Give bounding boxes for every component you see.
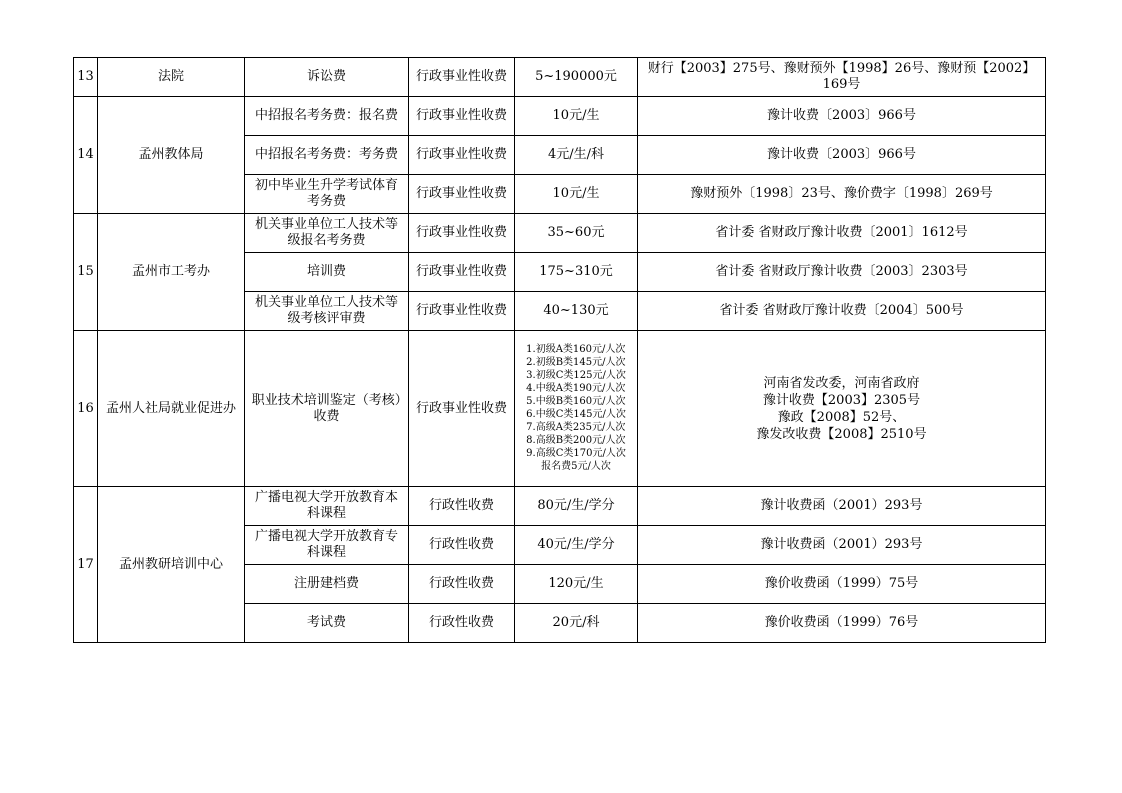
table-row [74, 487, 1046, 526]
fee-standard-cell: 35~60元 [515, 214, 638, 253]
basis-cell: 豫价收费函（1999）75号 [638, 565, 1046, 604]
fee-item-cell: 机关事业单位工人技术等级报名考务费 [245, 214, 409, 253]
standard-list-item: 5.中级B类160元/人次 [526, 396, 626, 407]
table-row [74, 97, 1046, 136]
fee-type-cell: 行政事业性收费 [409, 97, 515, 136]
fee-item-cell: 中招报名考务费：报名费 [245, 97, 409, 136]
row-number: 14 [74, 97, 98, 214]
row-number: 17 [74, 487, 98, 643]
row-number: 13 [74, 58, 98, 97]
fee-item-cell: 初中毕业生升学考试体育考务费 [245, 175, 409, 214]
fee-type-cell: 行政事业性收费 [409, 136, 515, 175]
standard-list-item: 2.初级B类145元/人次 [526, 357, 626, 368]
row-number: 15 [74, 214, 98, 331]
fee-type-cell: 行政事业性收费 [409, 253, 515, 292]
fee-item-cell: 职业技术培训鉴定（考核）收费 [245, 331, 409, 487]
fee-standard-cell: 80元/生/学分 [515, 487, 638, 526]
fee-type-cell: 行政性收费 [409, 526, 515, 565]
standard-list-item: 6.中级C类145元/人次 [526, 409, 626, 420]
standard-list [526, 343, 626, 473]
standard-list-item: 3.初级C类125元/人次 [526, 370, 626, 381]
fee-standard-cell: 10元/生 [515, 97, 638, 136]
standard-list-item: 8.高级B类200元/人次 [526, 435, 626, 446]
fee-table [73, 57, 1046, 643]
basis-line: 豫政【2008】52号、 [777, 409, 906, 425]
fee-type-cell: 行政事业性收费 [409, 214, 515, 253]
basis-line: 河南省发改委，河南省政府 [763, 375, 920, 391]
fee-type-cell: 行政性收费 [409, 565, 515, 604]
fee-standard-cell: 4元/生/科 [515, 136, 638, 175]
standard-list-item: 报名费5元/人次 [541, 461, 611, 472]
fee-standard-cell: 10元/生 [515, 175, 638, 214]
department-cell: 孟州市工考办 [98, 214, 245, 331]
fee-standard-cell: 40~130元 [515, 292, 638, 331]
fee-standard-cell: 5~190000元 [515, 58, 638, 97]
fee-item-cell: 注册建档费 [245, 565, 409, 604]
standard-list-item: 4.中级A类190元/人次 [526, 383, 626, 394]
basis-cell: 省计委 省财政厅豫计收费〔2003〕2303号 [638, 253, 1046, 292]
fee-item-cell: 机关事业单位工人技术等级考核评审费 [245, 292, 409, 331]
fee-item-cell: 培训费 [245, 253, 409, 292]
fee-standard-cell: 40元/生/学分 [515, 526, 638, 565]
basis-cell: 财行【2003】275号、豫财预外【1998】26号、豫财预【2002】169号 [638, 58, 1046, 97]
standard-list-item: 7.高级A类235元/人次 [526, 422, 626, 433]
table-row [74, 214, 1046, 253]
fee-item-cell: 诉讼费 [245, 58, 409, 97]
fee-standard-cell [515, 331, 638, 487]
department-cell: 法院 [98, 58, 245, 97]
department-cell: 孟州教研培训中心 [98, 487, 245, 643]
fee-standard-cell: 175~310元 [515, 253, 638, 292]
row-number: 16 [74, 331, 98, 487]
fee-type-cell: 行政事业性收费 [409, 58, 515, 97]
basis-cell: 豫计收费函（2001）293号 [638, 526, 1046, 565]
table-row [74, 331, 1046, 487]
fee-item-cell: 考试费 [245, 604, 409, 643]
basis-cell: 省计委 省财政厅豫计收费〔2004〕500号 [638, 292, 1046, 331]
fee-item-cell: 中招报名考务费：考务费 [245, 136, 409, 175]
basis-line: 豫发改收费【2008】2510号 [756, 426, 927, 442]
basis-cell: 省计委 省财政厅豫计收费〔2001〕1612号 [638, 214, 1046, 253]
basis-cell: 豫价收费函（1999）76号 [638, 604, 1046, 643]
fee-type-cell: 行政事业性收费 [409, 175, 515, 214]
basis-cell: 豫财预外〔1998〕23号、豫价费字〔1998〕269号 [638, 175, 1046, 214]
fee-type-cell: 行政性收费 [409, 487, 515, 526]
fee-type-cell: 行政事业性收费 [409, 292, 515, 331]
fee-standard-cell: 20元/科 [515, 604, 638, 643]
department-cell: 孟州教体局 [98, 97, 245, 214]
basis-cell: 豫计收费函（2001）293号 [638, 487, 1046, 526]
table-row [74, 58, 1046, 97]
department-cell: 孟州人社局就业促进办 [98, 331, 245, 487]
standard-list-item: 9.高级C类170元/人次 [526, 448, 626, 459]
basis-cell: 豫计收费〔2003〕966号 [638, 97, 1046, 136]
basis-cell: 豫计收费〔2003〕966号 [638, 136, 1046, 175]
basis-line: 豫计收费【2003】2305号 [762, 392, 921, 408]
fee-type-cell: 行政性收费 [409, 604, 515, 643]
fee-item-cell: 广播电视大学开放教育本科课程 [245, 487, 409, 526]
fee-type-cell: 行政事业性收费 [409, 331, 515, 487]
fee-standard-cell: 120元/生 [515, 565, 638, 604]
fee-item-cell: 广播电视大学开放教育专科课程 [245, 526, 409, 565]
basis-cell [638, 331, 1046, 487]
standard-list-item: 1.初级A类160元/人次 [526, 344, 626, 355]
